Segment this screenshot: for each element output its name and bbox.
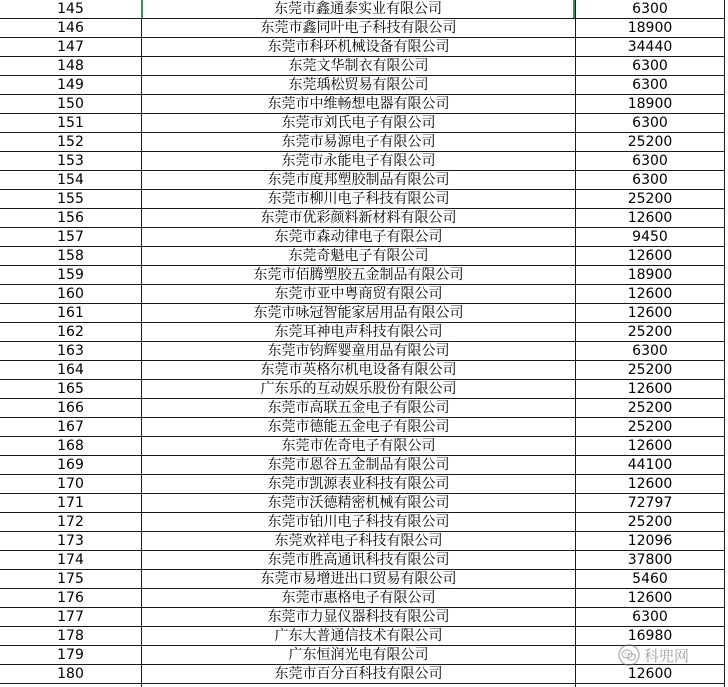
table-row[interactable]	[0, 114, 725, 133]
table-row[interactable]	[0, 627, 725, 646]
company-name-cell[interactable]: 东莞市沃德精密机械有限公司	[141, 494, 575, 512]
company-name-cell[interactable]: 东莞市刘氏电子有限公司	[141, 114, 575, 132]
company-name-cell[interactable]: 东莞市力显仪器科技有限公司	[141, 608, 575, 626]
watermark-text: 科兜网	[644, 646, 690, 665]
row-number-cell[interactable]: 158	[57, 248, 84, 264]
table-row[interactable]	[0, 456, 725, 475]
company-name-cell[interactable]: 东莞市佐奇电子有限公司	[141, 437, 575, 455]
table-row[interactable]	[0, 418, 725, 437]
row-number-cell[interactable]: 145	[57, 1, 84, 17]
amount-cell[interactable]: 25200	[575, 133, 725, 151]
amount-cell[interactable]: 9450	[575, 228, 725, 246]
table-row[interactable]	[0, 304, 725, 323]
row-number-cell[interactable]: 168	[57, 438, 84, 454]
row-number-cell[interactable]: 147	[57, 39, 84, 55]
company-name-cell[interactable]: 东莞市胜高通讯科技有限公司	[141, 551, 575, 569]
table-row[interactable]	[0, 247, 725, 266]
amount-cell[interactable]: 44100	[575, 456, 725, 474]
company-name-cell[interactable]: 东莞市永能电子有限公司	[141, 152, 575, 170]
table-row[interactable]	[0, 19, 725, 38]
company-name-cell[interactable]: 东莞市亚中粤商贸有限公司	[141, 285, 575, 303]
amount-cell[interactable]: 12600	[575, 437, 725, 455]
row-number-cell[interactable]: 172	[57, 514, 84, 530]
company-name-cell[interactable]: 东莞市百分百科技有限公司	[141, 665, 575, 683]
row-number-cell[interactable]: 149	[57, 77, 84, 93]
row-number-cell[interactable]: 156	[57, 210, 84, 226]
row-number-cell[interactable]: 155	[57, 191, 84, 207]
row-number-cell[interactable]: 148	[57, 58, 84, 74]
company-name-cell[interactable]: 东莞瑀松贸易有限公司	[141, 76, 575, 94]
row-number-cell[interactable]: 178	[57, 628, 84, 644]
company-name-cell[interactable]: 东莞市鑫同叶电子科技有限公司	[141, 19, 575, 37]
table-row[interactable]	[0, 95, 725, 114]
amount-cell[interactable]: 25200	[575, 361, 725, 379]
row-number-cell[interactable]: 152	[57, 134, 84, 150]
table-row[interactable]	[0, 513, 725, 532]
amount-cell[interactable]: 25200	[575, 418, 725, 436]
company-name-cell[interactable]: 东莞文华制衣有限公司	[141, 57, 575, 75]
company-name-cell[interactable]: 广东恒润光电有限公司	[141, 646, 575, 664]
row-number-cell[interactable]: 166	[57, 400, 84, 416]
row-number-cell[interactable]: 171	[57, 495, 84, 511]
row-number-cell[interactable]: 151	[57, 115, 84, 131]
table-row[interactable]	[0, 133, 725, 152]
table-row[interactable]	[0, 589, 725, 608]
row-number-cell[interactable]: 157	[57, 229, 84, 245]
row-number-cell[interactable]: 170	[57, 476, 84, 492]
row-number-cell[interactable]: 160	[57, 286, 84, 302]
company-name-cell[interactable]: 东莞市鑫通泰实业有限公司	[141, 0, 575, 18]
row-number-cell[interactable]: 161	[57, 305, 84, 321]
amount-cell[interactable]: 12600	[575, 247, 725, 265]
company-name-cell[interactable]: 东莞市柳川电子科技有限公司	[141, 190, 575, 208]
table-row[interactable]	[0, 190, 725, 209]
table-row[interactable]	[0, 361, 725, 380]
table-row[interactable]	[0, 171, 725, 190]
table-row[interactable]	[0, 57, 725, 76]
table-row[interactable]	[0, 646, 725, 665]
row-number-cell[interactable]: 167	[57, 419, 84, 435]
row-number-cell[interactable]: 169	[57, 457, 84, 473]
table-row[interactable]	[0, 228, 725, 247]
amount-cell[interactable]: 6300	[575, 57, 725, 75]
table-row[interactable]	[0, 323, 725, 342]
amount-cell[interactable]: 6300	[575, 114, 725, 132]
row-number-cell[interactable]: 153	[57, 153, 84, 169]
company-name-cell[interactable]: 东莞市英格尔机电设备有限公司	[141, 361, 575, 379]
row-number-cell[interactable]: 154	[57, 172, 84, 188]
amount-cell[interactable]: 6300	[575, 0, 725, 18]
company-name-cell[interactable]: 东莞欢祥电子科技有限公司	[141, 532, 575, 550]
table-row[interactable]	[0, 665, 725, 684]
amount-cell[interactable]: 18900	[575, 95, 725, 113]
amount-cell[interactable]: 6300	[575, 608, 725, 626]
amount-cell[interactable]: 25200	[575, 190, 725, 208]
table-row[interactable]	[0, 608, 725, 627]
table-row[interactable]	[0, 399, 725, 418]
row-number-cell[interactable]: 176	[57, 590, 84, 606]
amount-cell[interactable]: 12600	[575, 665, 725, 683]
company-name-cell[interactable]: 广东大普通信技术有限公司	[141, 627, 575, 645]
row-number-cell[interactable]: 174	[57, 552, 84, 568]
company-name-cell[interactable]: 东莞市森动律电子有限公司	[141, 228, 575, 246]
table-row[interactable]	[0, 342, 725, 361]
table-row[interactable]	[0, 285, 725, 304]
table-row[interactable]	[0, 475, 725, 494]
table-row[interactable]	[0, 570, 725, 589]
table-row[interactable]	[0, 0, 725, 19]
amount-cell[interactable]: 5460	[575, 570, 725, 588]
table-row[interactable]	[0, 532, 725, 551]
table-row[interactable]	[0, 380, 725, 399]
amount-cell[interactable]: 25200	[575, 399, 725, 417]
amount-cell[interactable]: 18900	[575, 266, 725, 284]
table-row[interactable]	[0, 551, 725, 570]
amount-cell[interactable]: 37800	[575, 551, 725, 569]
row-number-cell[interactable]: 165	[57, 381, 84, 397]
row-number-cell[interactable]: 177	[57, 609, 84, 625]
company-name-cell[interactable]: 东莞市度邦塑胶制品有限公司	[141, 171, 575, 189]
company-name-cell[interactable]: 东莞耳神电声科技有限公司	[141, 323, 575, 341]
company-name-cell[interactable]: 东莞奇魁电子有限公司	[141, 247, 575, 265]
company-name-cell[interactable]: 广东乐的互动娱乐股份有限公司	[141, 380, 575, 398]
table-row[interactable]	[0, 209, 725, 228]
company-name-cell[interactable]: 东莞市易源电子有限公司	[141, 133, 575, 151]
amount-cell[interactable]: 12600	[575, 285, 725, 303]
company-name-cell[interactable]: 东莞市咏冠智能家居用品有限公司	[141, 304, 575, 322]
company-name-cell[interactable]: 东莞市中维畅想电器有限公司	[141, 95, 575, 113]
company-name-cell[interactable]: 东莞市凯源表业科技有限公司	[141, 475, 575, 493]
company-name-cell[interactable]: 东莞市德能五金电子有限公司	[141, 418, 575, 436]
company-name-cell[interactable]: 东莞市高联五金电子有限公司	[141, 399, 575, 417]
amount-cell[interactable]: 72797	[575, 494, 725, 512]
amount-cell[interactable]: 6300	[575, 171, 725, 189]
table-row[interactable]	[0, 38, 725, 57]
row-number-cell[interactable]: 162	[57, 324, 84, 340]
table-row[interactable]	[0, 266, 725, 285]
table-row[interactable]	[0, 494, 725, 513]
amount-cell[interactable]: 18900	[575, 19, 725, 37]
row-number-cell[interactable]: 173	[57, 533, 84, 549]
company-name-cell[interactable]: 东莞市铂川电子科技有限公司	[141, 513, 575, 531]
amount-cell[interactable]: 34440	[575, 38, 725, 56]
table-row[interactable]	[0, 152, 725, 171]
row-number-cell[interactable]: 163	[57, 343, 84, 359]
amount-cell[interactable]: 6300	[575, 152, 725, 170]
table-row[interactable]	[0, 437, 725, 456]
row-number-cell[interactable]: 179	[57, 647, 84, 663]
amount-cell[interactable]: 16980	[575, 627, 725, 645]
amount-cell[interactable]: 12600	[575, 209, 725, 227]
row-number-cell[interactable]: 146	[57, 20, 84, 36]
amount-cell[interactable]: 12600	[575, 589, 725, 607]
amount-cell[interactable]: 12600	[575, 304, 725, 322]
table-row[interactable]	[0, 76, 725, 95]
amount-cell[interactable]: 25200	[575, 323, 725, 341]
company-name-cell[interactable]: 东莞市易增进出口贸易有限公司	[141, 570, 575, 588]
company-name-cell[interactable]: 东莞市恩谷五金制品有限公司	[141, 456, 575, 474]
row-number-cell[interactable]: 150	[57, 96, 84, 112]
row-number-cell[interactable]: 180	[57, 666, 84, 682]
amount-cell[interactable]	[575, 646, 725, 664]
amount-cell[interactable]: 6300	[575, 342, 725, 360]
company-name-cell[interactable]: 东莞市佰腾塑胶五金制品有限公司	[141, 266, 575, 284]
company-name-cell[interactable]: 东莞市惠格电子有限公司	[141, 589, 575, 607]
row-number-cell[interactable]: 175	[57, 571, 84, 587]
amount-cell[interactable]: 12096	[575, 532, 725, 550]
amount-cell[interactable]: 6300	[575, 76, 725, 94]
amount-cell[interactable]: 25200	[575, 513, 725, 531]
company-name-cell[interactable]: 东莞市优彩颜料新材料有限公司	[141, 209, 575, 227]
amount-cell[interactable]: 12600	[575, 380, 725, 398]
amount-cell[interactable]: 12600	[575, 475, 725, 493]
company-name-cell[interactable]: 东莞市科环机械设备有限公司	[141, 38, 575, 56]
row-number-cell[interactable]: 159	[57, 267, 84, 283]
company-name-cell[interactable]: 东莞市钧辉婴童用品有限公司	[141, 342, 575, 360]
row-number-cell[interactable]: 164	[57, 362, 84, 378]
